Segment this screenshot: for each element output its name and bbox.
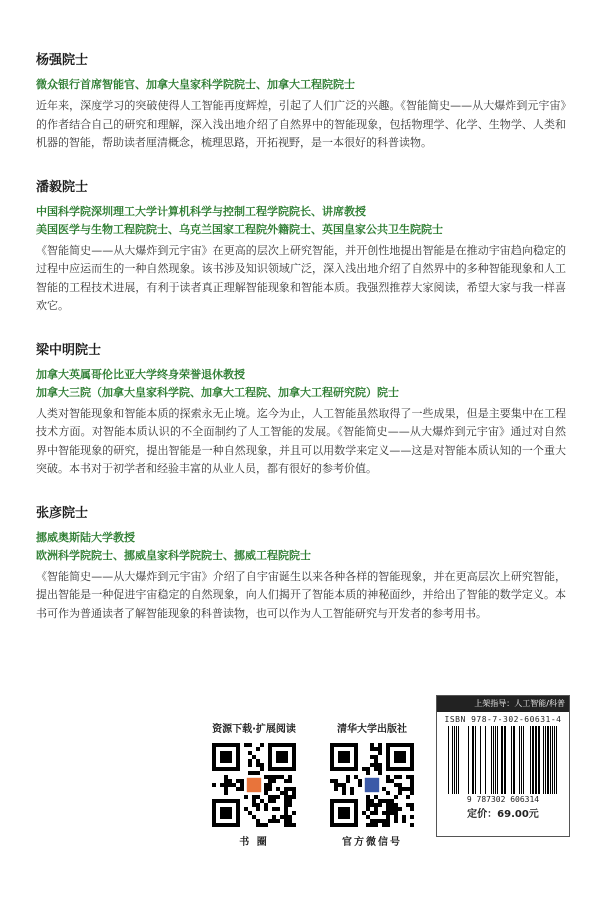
qr-label: 官方微信号 — [342, 837, 402, 848]
qr-label: 书 圈 — [239, 837, 269, 848]
endorser-title: 挪威奥斯陆大学教授 — [36, 530, 135, 544]
endorsement-text: 《智能简史——从大爆炸到元宇宙》在更高的层次上研究智能，并开创性地提出智能是在推动宇宙趋向稳定的过程中应运而生的一种自然现象。该书涉及知识领域广泛，深入浅出地介绍了自然界中的多种智能现象和人工智能的工程技术进展，有利于读者真正理解智能现象和智能本质。我强烈推荐大家阅读，希望大家与我一样喜欢它。 — [36, 243, 566, 312]
endorsement-yang-qiang — [36, 52, 566, 153]
endorser-title: 中国科学院深圳理工大学计算机科学与控制工程学院院长、讲席教授 — [36, 204, 366, 218]
qr-shuquan — [204, 720, 304, 848]
endorser-name: 梁中明院士 — [36, 342, 102, 358]
endorser-title: 微众银行首席智能官、加拿大皇家科学院院士、加拿大工程院院士 — [36, 78, 355, 91]
endorser-name: 潘毅院士 — [36, 179, 89, 195]
endorsement-pan-yi — [36, 179, 566, 316]
qr-caption: 清华大学出版社 — [337, 724, 407, 735]
barcode-panel — [436, 695, 570, 837]
endorsement-text: 《智能简史——从大爆炸到元宇宙》介绍了自宇宙诞生以来各种各样的智能现象，并在更高层次上研究智能，提出智能是一种促进宇宙稳定的自然现象，向人们揭开了智能本质的神秘面纱，并给出了智能的数学定义。本书可作为普通读者了解智能现象的科普读物，也可以作为人工智能研究与开发者的参考用书。 — [36, 569, 566, 620]
qr-code-icon[interactable] — [212, 743, 296, 827]
endorsements — [36, 52, 566, 649]
endorsement-zhang-yan — [36, 505, 566, 624]
qr-caption: 资源下载·扩展阅读 — [212, 724, 296, 735]
barcode-icon — [444, 726, 562, 794]
barcode-number: 9 787302 606314 — [466, 795, 540, 804]
endorser-title: 欧洲科学院院士、挪威皇家科学院院士、挪威工程院院士 — [36, 548, 311, 562]
endorser-name: 杨强院士 — [36, 53, 89, 68]
isbn-text: ISBN 978-7-302-60631-4 — [444, 715, 562, 724]
endorser-title: 加拿大三院（加拿大皇家科学院、加拿大工程院、加拿大工程研究院）院士 — [36, 385, 399, 399]
endorsement-text: 近年来，深度学习的突破使得人工智能再度辉煌，引起了人们广泛的兴趣。《智能简史——从大爆炸到元宇宙》的作者结合自己的研究和理解，深入浅出地介绍了自然界中的智能现象，包括物理学、化学、生物学、人类和机器的智能，帮助读者厘清概念，梳理思路，开拓视野，是一本很好的科普读物。 — [36, 99, 566, 149]
endorser-title: 加拿大英属哥伦比亚大学终身荣誉退休教授 — [36, 367, 245, 381]
endorsement-liang-zhongming — [36, 342, 566, 479]
endorser-title: 美国医学与生物工程院院士、乌克兰国家工程院外籍院士、英国皇家公共卫生院院士 — [36, 222, 443, 236]
shelf-label: 上架指导：人工智能/科普 — [437, 696, 569, 712]
qr-code-icon[interactable] — [330, 743, 414, 827]
endorser-name: 张彦院士 — [36, 505, 89, 521]
price: 定价：69.00元 — [467, 809, 539, 820]
endorsement-text: 人类对智能现象和智能本质的探索永无止境。迄今为止，人工智能虽然取得了一些成果，但是主要集中在工程技术方面。对智能本质认识的不全面制约了人工智能的发展。《智能简史——从大爆炸到元宇宙》通过对自然界中智能现象的研究，提出智能是一种自然现象，并且可以用数学来定义——这是对智能本质认知的一个重大突破。本书对于初学者和经验丰富的从业人员，都有很好的参考价值。 — [36, 406, 566, 475]
qr-publisher — [322, 720, 422, 848]
